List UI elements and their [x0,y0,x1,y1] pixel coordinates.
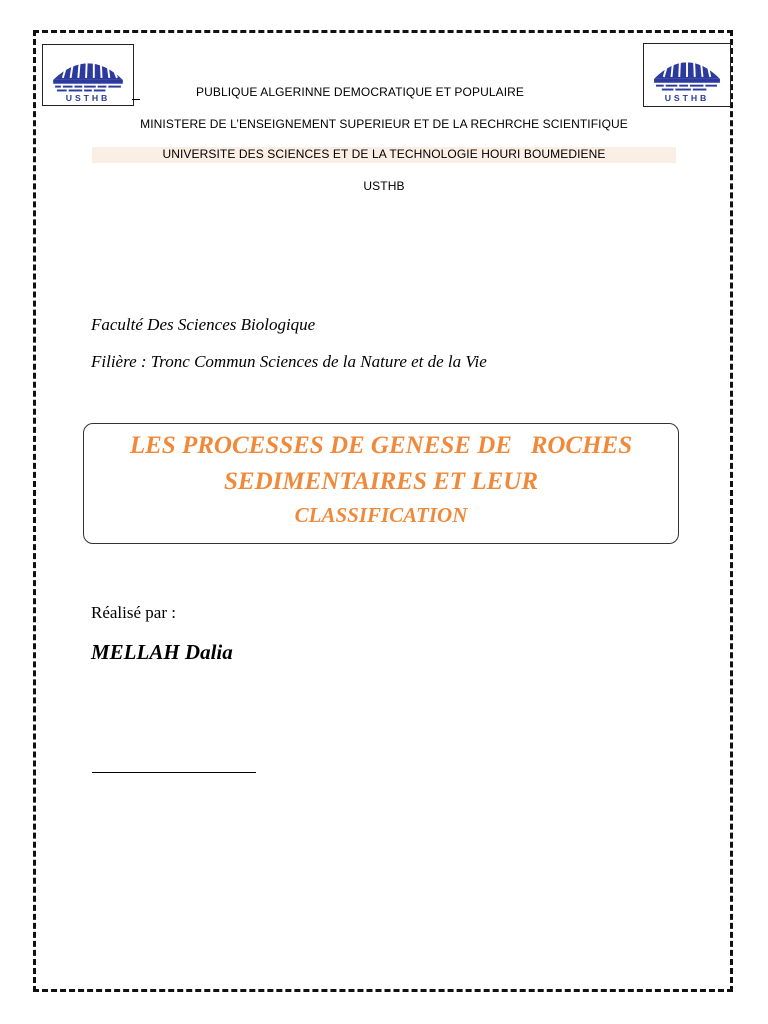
signature-line [92,772,256,773]
program-line: Filière : Tronc Commun Sciences de la Nature et de la Vie [91,352,487,371]
header-rule [132,99,140,100]
header-line-4: USTHB [363,179,405,193]
header-line-2: MINISTERE DE L’ENSEIGNEMENT SUPERIEUR ET DE LA RECHRCHE SCIENTIFIQUE [140,117,628,131]
logo-text: USTHB [664,93,710,104]
usthb-logo-left [42,44,134,106]
title-line-1: LES PROCESSES DE GENESE DE ROCHES [129,432,633,459]
author-name: MELLAH Dalia [91,640,233,664]
logo-text: USTHB [65,93,111,104]
title-line-2: SEDIMENTAIRES ET LEUR [224,468,538,495]
title-line-3: CLASSIFICATION [294,503,468,527]
header-line-1: PUBLIQUE ALGERINNE DEMOCRATIQUE ET POPULAIRE [195,85,525,99]
title-box [83,423,679,544]
usthb-logo-right [643,43,731,107]
author-label: Réalisé par : [91,603,176,622]
usthb-logo-icon [43,45,133,105]
header-line-3: UNIVERSITE DES SCIENCES ET DE LA TECHNOLOGIE HOURI BOUMEDIENE [162,147,606,161]
faculty-line: Faculté Des Sciences Biologique [91,315,316,334]
usthb-logo-icon [644,44,730,106]
